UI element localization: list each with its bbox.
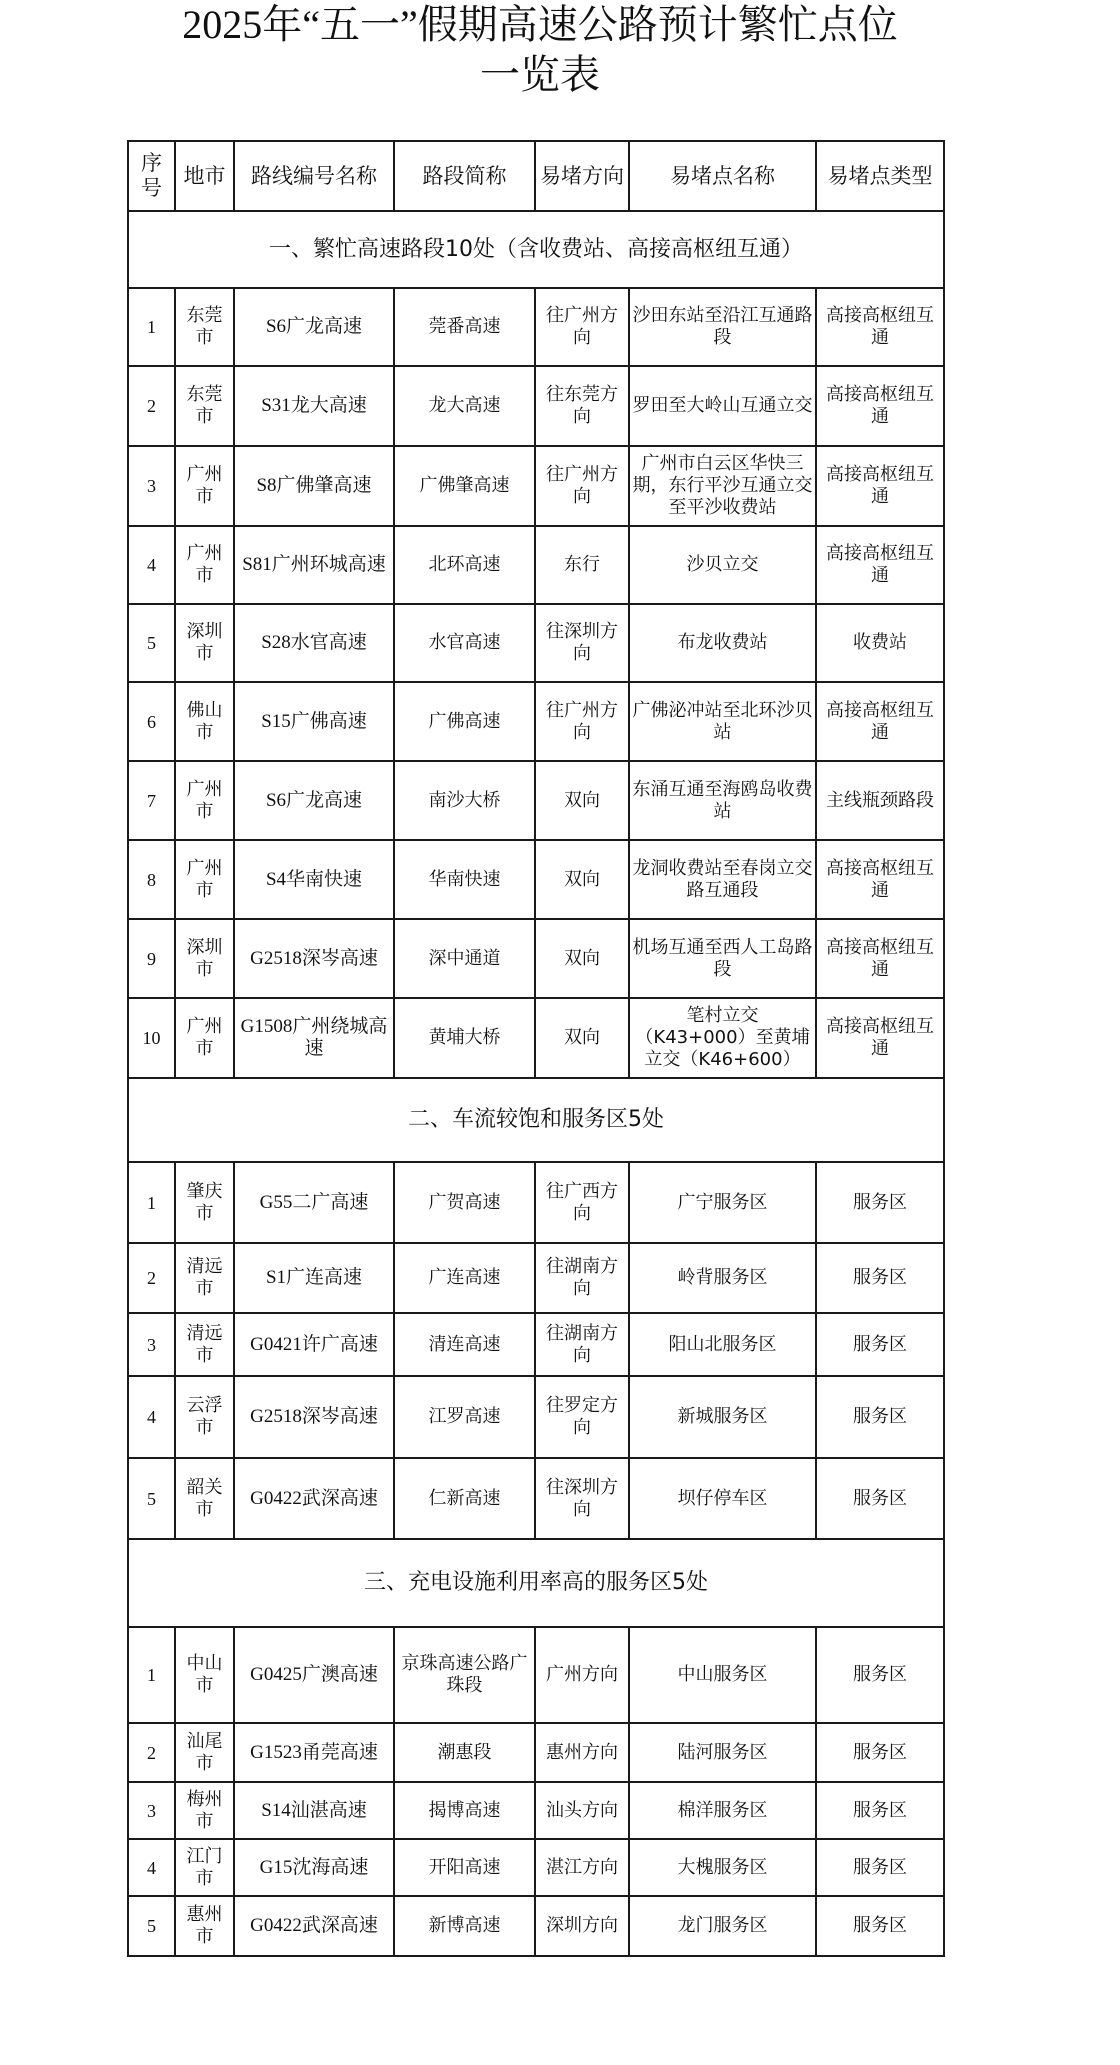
row-section: 潮惠段 bbox=[394, 1723, 535, 1782]
row-point-type: 服务区 bbox=[816, 1243, 944, 1313]
section-row bbox=[128, 1078, 944, 1162]
row-point-name: 龙洞收费站至春岗立交路互通段 bbox=[629, 840, 816, 919]
row-section: 华南快速 bbox=[394, 840, 535, 919]
row-route: S8广佛肇高速 bbox=[234, 446, 394, 526]
row-route: G2518深岑高速 bbox=[234, 919, 394, 998]
row-index: 6 bbox=[128, 682, 175, 761]
table-row bbox=[128, 1243, 944, 1313]
table-row bbox=[128, 1896, 944, 1956]
table-header-row bbox=[128, 141, 944, 211]
table-row bbox=[128, 1376, 944, 1458]
row-city: 深圳市 bbox=[175, 919, 234, 998]
table-row bbox=[128, 1313, 944, 1376]
header-route: 路线编号名称 bbox=[234, 141, 394, 211]
row-route: S81广州环城高速 bbox=[234, 526, 394, 604]
row-route: G0425广澳高速 bbox=[234, 1627, 394, 1723]
row-index: 3 bbox=[128, 1313, 175, 1376]
header-point-name: 易堵点名称 bbox=[629, 141, 816, 211]
row-direction: 往广州方向 bbox=[535, 446, 629, 526]
row-point-type: 收费站 bbox=[816, 604, 944, 682]
table-row bbox=[128, 1458, 944, 1539]
row-point-name: 坝仔停车区 bbox=[629, 1458, 816, 1539]
row-route: S14汕湛高速 bbox=[234, 1782, 394, 1839]
row-direction: 往深圳方向 bbox=[535, 604, 629, 682]
row-index: 9 bbox=[128, 919, 175, 998]
row-index: 7 bbox=[128, 761, 175, 840]
row-city: 云浮市 bbox=[175, 1376, 234, 1458]
title-line-2: 一览表 bbox=[480, 52, 600, 97]
row-city: 广州市 bbox=[175, 446, 234, 526]
row-point-type: 服务区 bbox=[816, 1627, 944, 1723]
table-row bbox=[128, 366, 944, 446]
row-index: 5 bbox=[128, 604, 175, 682]
row-index: 8 bbox=[128, 840, 175, 919]
row-city: 东莞市 bbox=[175, 288, 234, 366]
header-city: 地市 bbox=[175, 141, 234, 211]
section-title: 二、车流较饱和服务区5处 bbox=[128, 1078, 944, 1162]
row-point-name: 布龙收费站 bbox=[629, 604, 816, 682]
table-row bbox=[128, 840, 944, 919]
table-row bbox=[128, 1782, 944, 1839]
row-city: 广州市 bbox=[175, 840, 234, 919]
row-point-type: 服务区 bbox=[816, 1162, 944, 1243]
row-section: 南沙大桥 bbox=[394, 761, 535, 840]
row-city: 清远市 bbox=[175, 1243, 234, 1313]
table-row bbox=[128, 526, 944, 604]
row-section: 广贺高速 bbox=[394, 1162, 535, 1243]
row-direction: 往广州方向 bbox=[535, 288, 629, 366]
row-section: 清连高速 bbox=[394, 1313, 535, 1376]
row-section: 揭博高速 bbox=[394, 1782, 535, 1839]
row-direction: 惠州方向 bbox=[535, 1723, 629, 1782]
table-row bbox=[128, 1839, 944, 1896]
row-point-name: 中山服务区 bbox=[629, 1627, 816, 1723]
row-route: G1508广州绕城高速 bbox=[234, 998, 394, 1078]
header-index: 序号 bbox=[128, 141, 175, 211]
row-point-name: 广佛泌冲站至北环沙贝站 bbox=[629, 682, 816, 761]
row-city: 深圳市 bbox=[175, 604, 234, 682]
row-city: 广州市 bbox=[175, 998, 234, 1078]
row-city: 广州市 bbox=[175, 761, 234, 840]
header-direction: 易堵方向 bbox=[535, 141, 629, 211]
row-section: 广连高速 bbox=[394, 1243, 535, 1313]
row-point-type: 服务区 bbox=[816, 1723, 944, 1782]
row-section: 广佛高速 bbox=[394, 682, 535, 761]
row-section: 新博高速 bbox=[394, 1896, 535, 1956]
row-route: S31龙大高速 bbox=[234, 366, 394, 446]
row-direction: 双向 bbox=[535, 919, 629, 998]
row-point-type: 高接高枢纽互通 bbox=[816, 919, 944, 998]
row-index: 3 bbox=[128, 446, 175, 526]
row-section: 江罗高速 bbox=[394, 1376, 535, 1458]
row-direction: 往罗定方向 bbox=[535, 1376, 629, 1458]
row-section: 京珠高速公路广珠段 bbox=[394, 1627, 535, 1723]
row-route: S6广龙高速 bbox=[234, 761, 394, 840]
row-point-type: 高接高枢纽互通 bbox=[816, 366, 944, 446]
row-route: G15沈海高速 bbox=[234, 1839, 394, 1896]
row-index: 10 bbox=[128, 998, 175, 1078]
row-route: G0421许广高速 bbox=[234, 1313, 394, 1376]
row-point-name: 罗田至大岭山互通立交 bbox=[629, 366, 816, 446]
row-section: 仁新高速 bbox=[394, 1458, 535, 1539]
row-route: S4华南快速 bbox=[234, 840, 394, 919]
row-direction: 往湖南方向 bbox=[535, 1243, 629, 1313]
row-point-name: 岭背服务区 bbox=[629, 1243, 816, 1313]
row-index: 4 bbox=[128, 526, 175, 604]
row-city: 清远市 bbox=[175, 1313, 234, 1376]
row-point-type: 高接高枢纽互通 bbox=[816, 840, 944, 919]
row-point-name: 广宁服务区 bbox=[629, 1162, 816, 1243]
row-section: 深中通道 bbox=[394, 919, 535, 998]
table-row bbox=[128, 604, 944, 682]
row-city: 广州市 bbox=[175, 526, 234, 604]
row-direction: 往湖南方向 bbox=[535, 1313, 629, 1376]
row-route: S1广连高速 bbox=[234, 1243, 394, 1313]
busy-points-table bbox=[127, 140, 945, 1957]
row-index: 4 bbox=[128, 1839, 175, 1896]
row-route: G0422武深高速 bbox=[234, 1896, 394, 1956]
row-direction: 双向 bbox=[535, 840, 629, 919]
row-point-type: 高接高枢纽互通 bbox=[816, 998, 944, 1078]
row-index: 1 bbox=[128, 1162, 175, 1243]
row-section: 北环高速 bbox=[394, 526, 535, 604]
row-section: 莞番高速 bbox=[394, 288, 535, 366]
section-title: 三、充电设施利用率高的服务区5处 bbox=[128, 1539, 944, 1627]
row-direction: 往深圳方向 bbox=[535, 1458, 629, 1539]
row-direction: 湛江方向 bbox=[535, 1839, 629, 1896]
row-route: S15广佛高速 bbox=[234, 682, 394, 761]
row-index: 2 bbox=[128, 366, 175, 446]
row-point-name: 东涌互通至海鸥岛收费站 bbox=[629, 761, 816, 840]
row-direction: 往广西方向 bbox=[535, 1162, 629, 1243]
row-point-type: 服务区 bbox=[816, 1313, 944, 1376]
table-row bbox=[128, 761, 944, 840]
row-route: G1523甬莞高速 bbox=[234, 1723, 394, 1782]
row-route: G0422武深高速 bbox=[234, 1458, 394, 1539]
section-row bbox=[128, 211, 944, 288]
row-point-type: 服务区 bbox=[816, 1896, 944, 1956]
row-point-type: 服务区 bbox=[816, 1376, 944, 1458]
table-row bbox=[128, 1723, 944, 1782]
row-point-name: 龙门服务区 bbox=[629, 1896, 816, 1956]
row-point-name: 笔村立交（K43+000）至黄埔立交（K46+600） bbox=[629, 998, 816, 1078]
table-row bbox=[128, 998, 944, 1078]
row-city: 韶关市 bbox=[175, 1458, 234, 1539]
row-route: G2518深岑高速 bbox=[234, 1376, 394, 1458]
row-direction: 双向 bbox=[535, 998, 629, 1078]
row-point-name: 大槐服务区 bbox=[629, 1839, 816, 1896]
table-row bbox=[128, 1162, 944, 1243]
row-index: 1 bbox=[128, 288, 175, 366]
row-section: 黄埔大桥 bbox=[394, 998, 535, 1078]
row-point-name: 陆河服务区 bbox=[629, 1723, 816, 1782]
row-direction: 往广州方向 bbox=[535, 682, 629, 761]
row-index: 2 bbox=[128, 1243, 175, 1313]
row-city: 惠州市 bbox=[175, 1896, 234, 1956]
row-direction: 双向 bbox=[535, 761, 629, 840]
row-index: 1 bbox=[128, 1627, 175, 1723]
header-section: 路段简称 bbox=[394, 141, 535, 211]
section-row bbox=[128, 1539, 944, 1627]
row-point-type: 高接高枢纽互通 bbox=[816, 682, 944, 761]
row-index: 4 bbox=[128, 1376, 175, 1458]
row-point-type: 服务区 bbox=[816, 1839, 944, 1896]
table-row bbox=[128, 682, 944, 761]
row-city: 汕尾市 bbox=[175, 1723, 234, 1782]
row-direction: 广州方向 bbox=[535, 1627, 629, 1723]
row-index: 3 bbox=[128, 1782, 175, 1839]
row-point-name: 沙贝立交 bbox=[629, 526, 816, 604]
row-point-name: 新城服务区 bbox=[629, 1376, 816, 1458]
section-title: 一、繁忙高速路段10处（含收费站、高接高枢纽互通） bbox=[128, 211, 944, 288]
row-city: 佛山市 bbox=[175, 682, 234, 761]
header-point-type: 易堵点类型 bbox=[816, 141, 944, 211]
row-point-name: 广州市白云区华快三期，东行平沙互通立交至平沙收费站 bbox=[629, 446, 816, 526]
row-route: S6广龙高速 bbox=[234, 288, 394, 366]
row-point-type: 服务区 bbox=[816, 1458, 944, 1539]
table-row bbox=[128, 919, 944, 998]
table-row bbox=[128, 1627, 944, 1723]
title-line-1: 2025年“五一”假期高速公路预计繁忙点位 bbox=[182, 2, 898, 47]
row-direction: 东行 bbox=[535, 526, 629, 604]
row-city: 东莞市 bbox=[175, 366, 234, 446]
row-city: 江门市 bbox=[175, 1839, 234, 1896]
row-point-name: 阳山北服务区 bbox=[629, 1313, 816, 1376]
row-point-name: 棉洋服务区 bbox=[629, 1782, 816, 1839]
row-city: 中山市 bbox=[175, 1627, 234, 1723]
row-point-type: 高接高枢纽互通 bbox=[816, 526, 944, 604]
document-title bbox=[0, 0, 1080, 100]
table-row bbox=[128, 446, 944, 526]
row-city: 肇庆市 bbox=[175, 1162, 234, 1243]
row-direction: 往东莞方向 bbox=[535, 366, 629, 446]
row-point-type: 高接高枢纽互通 bbox=[816, 446, 944, 526]
row-direction: 深圳方向 bbox=[535, 1896, 629, 1956]
row-point-type: 高接高枢纽互通 bbox=[816, 288, 944, 366]
row-point-name: 沙田东站至沿江互通路段 bbox=[629, 288, 816, 366]
row-section: 水官高速 bbox=[394, 604, 535, 682]
row-index: 5 bbox=[128, 1458, 175, 1539]
row-route: S28水官高速 bbox=[234, 604, 394, 682]
table-row bbox=[128, 288, 944, 366]
row-route: G55二广高速 bbox=[234, 1162, 394, 1243]
row-point-name: 机场互通至西人工岛路段 bbox=[629, 919, 816, 998]
row-city: 梅州市 bbox=[175, 1782, 234, 1839]
row-section: 广佛肇高速 bbox=[394, 446, 535, 526]
row-section: 龙大高速 bbox=[394, 366, 535, 446]
row-index: 5 bbox=[128, 1896, 175, 1956]
row-point-type: 主线瓶颈路段 bbox=[816, 761, 944, 840]
row-point-type: 服务区 bbox=[816, 1782, 944, 1839]
row-section: 开阳高速 bbox=[394, 1839, 535, 1896]
row-direction: 汕头方向 bbox=[535, 1782, 629, 1839]
row-index: 2 bbox=[128, 1723, 175, 1782]
